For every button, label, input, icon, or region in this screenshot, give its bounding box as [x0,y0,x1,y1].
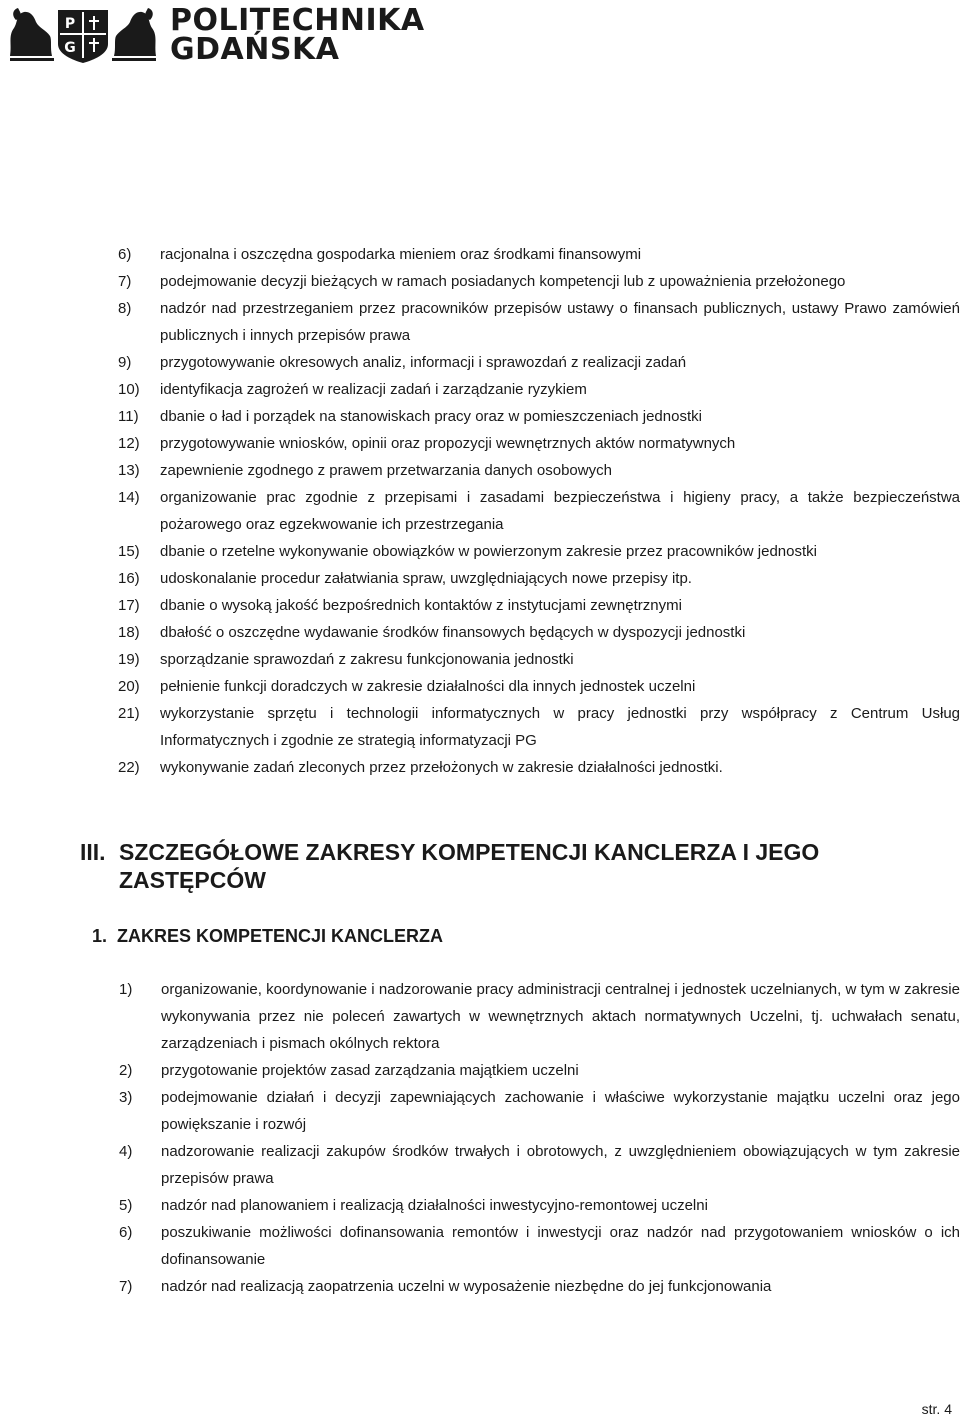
item-text: pełnienie funkcji doradczych w zakresie działalności dla innych jednostek uczelni [160,678,696,695]
item-number: 10) [118,381,140,398]
list-item [118,646,960,673]
svg-text:G: G [64,40,76,56]
item-number: 14) [118,489,140,506]
list-item [118,673,960,700]
item-number: 3) [119,1089,133,1106]
item-text: nadzór nad realizacją zaopatrzenia uczelni w wyposażenie niezbędne do jej funkcjonowania [161,1278,772,1295]
list-item [118,565,960,592]
section-heading [80,838,900,894]
item-number: 19) [118,651,140,668]
item-number: 21) [118,705,140,722]
item-number: 6) [118,246,132,263]
item-text: podejmowanie działań i decyzji zapewniających zachowanie i właściwe wykorzystanie majątku uczelni oraz jego powiększanie i rozwój [161,1089,960,1133]
section-title: SZCZEGÓŁOWE ZAKRESY KOMPETENCJI KANCLERZA I JEGO ZASTĘPCÓW [119,839,820,893]
item-text: dbanie o ład i porządek na stanowiskach pracy oraz w pomieszczeniach jednostki [160,408,702,425]
politechnika-gdanska-crest-icon [6,6,160,64]
list-item [119,1084,960,1138]
item-text: wykonywanie zadań zleconych przez przełożonych w zakresie działalności jednostki. [160,759,723,776]
item-text: nadzorowanie realizacji zakupów środków trwałych i obrotowych, z uwzględnieniem obowiązujących w tym zakresie przepisów prawa [161,1143,960,1187]
list-item [118,700,960,754]
item-text: przygotowywanie wniosków, opinii oraz propozycji wewnętrznych aktów normatywnych [160,435,736,452]
item-text: nadzór nad planowaniem i realizacją działalności inwestycyjno-remontowej uczelni [161,1197,708,1214]
logo-line-2: GDAŃSKA [170,32,340,67]
item-text: dbałość o oszczędne wydawanie środków finansowych będących w dyspozycji jednostki [160,624,746,641]
list-item [118,484,960,538]
section-number: III. [80,839,106,865]
list-item [118,376,960,403]
item-text: identyfikacja zagrożeń w realizacji zadań i zarządzanie ryzykiem [160,381,587,398]
item-number: 17) [118,597,140,614]
list-item [119,1273,960,1300]
list-item [118,295,960,349]
item-text: podejmowanie decyzji bieżących w ramach posiadanych kompetencji lub z upoważnienia przełożonego [160,273,846,290]
list-item [118,241,960,268]
list-item [119,1192,960,1219]
item-text: nadzór nad przestrzeganiem przez pracowników przepisów ustawy o finansach publicznych, ustawy Prawo zamówień publicznych i innych przepisów prawa [160,300,960,344]
item-text: zapewnienie zgodnego z prawem przetwarzania danych osobowych [160,462,612,479]
list-item [118,349,960,376]
item-number: 2) [119,1062,133,1079]
item-number: 6) [119,1224,133,1241]
item-text: wykorzystanie sprzętu i technologii informatycznych w pracy jednostki przy współpracy z Centrum Usług Informatycznych i zgodnie ze strategią informatyzacji PG [160,705,960,749]
logo-line-1: POLITECHNIKA [170,3,425,38]
item-text: udoskonalanie procedur załatwiania spraw, uwzględniających nowe przepisy itp. [160,570,692,587]
item-text: przygotowywanie okresowych analiz, informacji i sprawozdań z realizacji zadań [160,354,687,371]
list-item [118,268,960,295]
item-text: przygotowanie projektów zasad zarządzania majątkiem uczelni [161,1062,579,1079]
logo-wordmark [170,3,425,67]
item-number: 9) [118,354,132,371]
item-text: racjonalna i oszczędna gospodarka mieniem oraz środkami finansowymi [160,246,642,263]
item-text: organizowanie prac zgodnie z przepisami i zasadami bezpieczeństwa i higieny pracy, a także bezpieczeństwa pożarowego oraz egzekwowanie ich przestrzegania [160,489,960,533]
page-number: str. 4 [921,1401,952,1417]
list-item [118,619,960,646]
subsection-title: ZAKRES KOMPETENCJI KANCLERZA [117,926,444,946]
item-text: dbanie o wysoką jakość bezpośrednich kontaktów z instytucjami zewnętrznymi [160,597,682,614]
list-item [118,754,960,781]
list-item [119,1219,960,1273]
item-text: poszukiwanie możliwości dofinansowania remontów i inwestycji oraz nadzór nad przygotowaniem wniosków o ich dofinansowanie [161,1224,960,1268]
item-number: 13) [118,462,140,479]
svg-text:P: P [64,16,76,32]
item-text: organizowanie, koordynowanie i nadzorowanie pracy administracji centralnej i jednostek uczelnianych, w tym w zakresie wykonywania przez nie poleceń zawartych w wewnętrznych aktach normatywnych Uczelni, tj. uchwałach senatu, zarządzeniach i pismach okólnych rektora [161,981,960,1052]
list-item [118,457,960,484]
subsection-number: 1. [92,926,108,946]
header [6,4,425,66]
list-item [118,403,960,430]
item-text: sporządzanie sprawozdań z zakresu funkcjonowania jednostki [160,651,574,668]
chancellor-competencies-list [119,976,960,1300]
list-item [119,1138,960,1192]
item-number: 4) [119,1143,133,1160]
list-item [118,430,960,457]
list-item [119,1057,960,1084]
list-item [118,592,960,619]
subsection-heading [92,922,443,950]
item-number: 8) [118,300,132,317]
duties-list [118,241,960,781]
item-number: 5) [119,1197,133,1214]
item-number: 12) [118,435,140,452]
list-item [118,538,960,565]
item-number: 15) [118,543,140,560]
item-number: 20) [118,678,140,695]
item-number: 7) [119,1278,133,1295]
item-number: 1) [119,981,133,998]
list-item [119,976,960,1057]
item-number: 7) [118,273,132,290]
item-number: 22) [118,759,140,776]
item-number: 16) [118,570,140,587]
item-number: 11) [118,408,139,425]
item-number: 18) [118,624,140,641]
item-text: dbanie o rzetelne wykonywanie obowiązków w powierzonym zakresie przez pracowników jednostki [160,543,817,560]
